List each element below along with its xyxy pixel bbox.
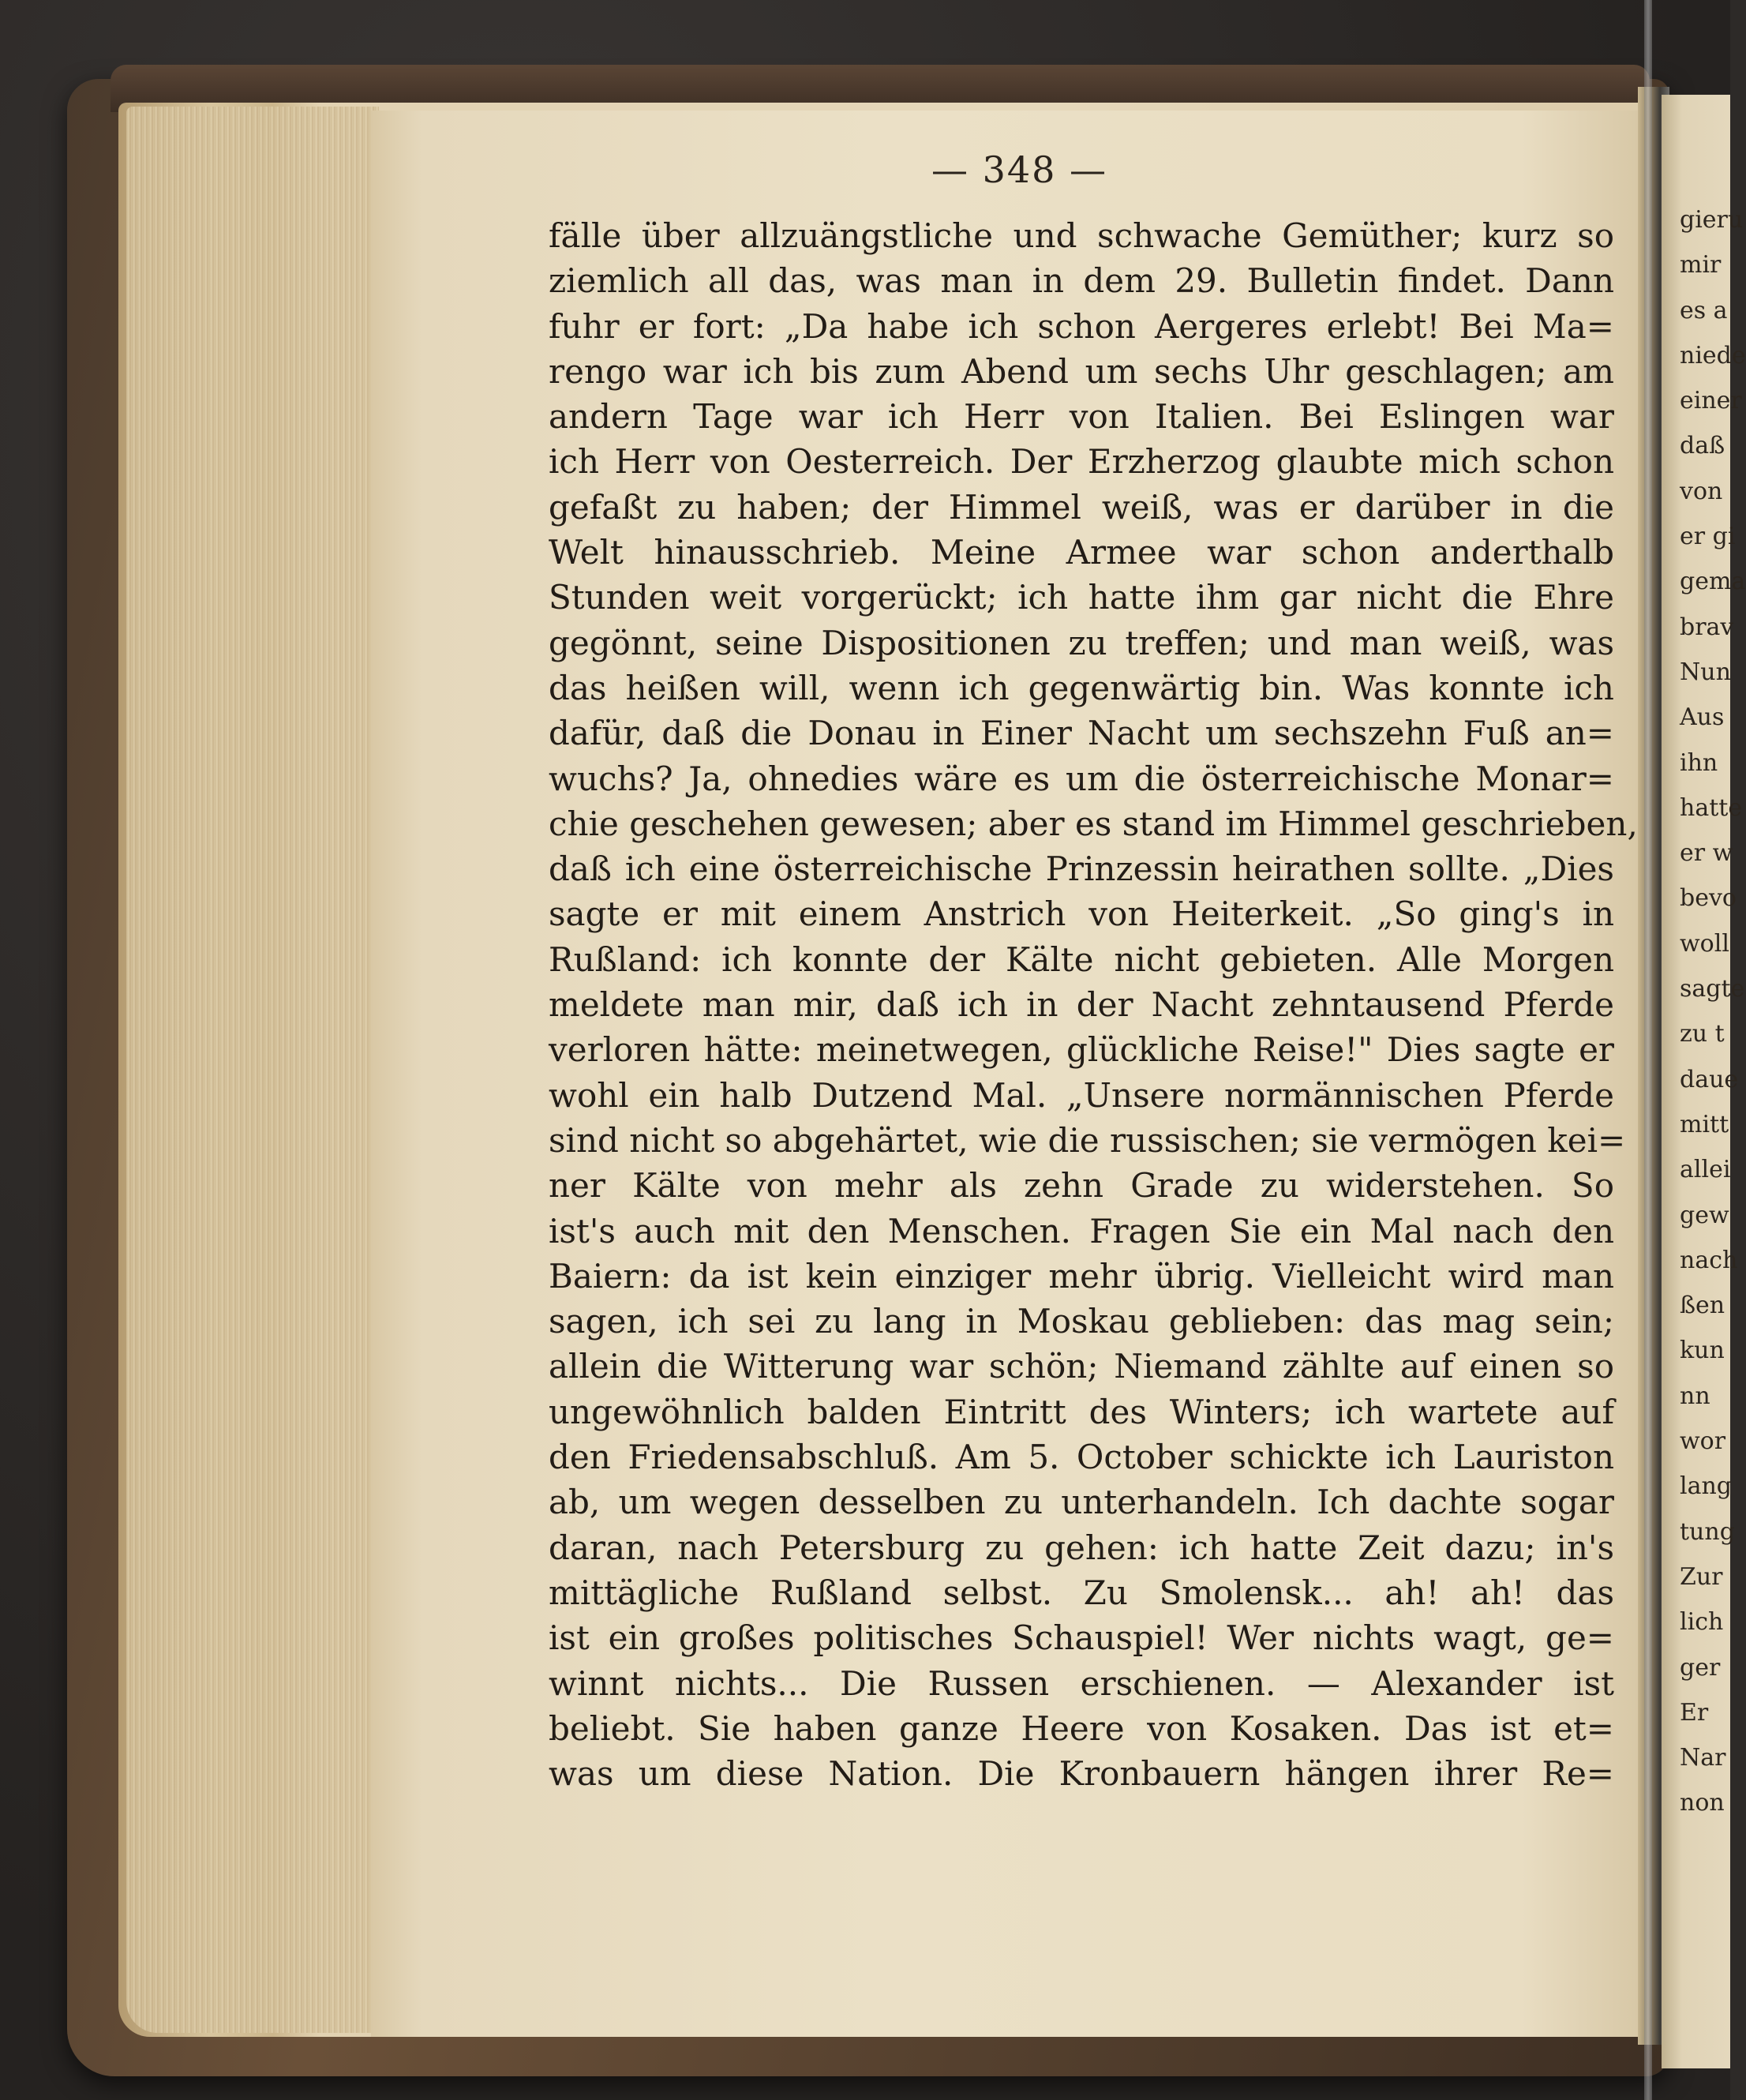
text-line: Baiern: da ist kein einziger mehr übrig. Vielleicht wird man xyxy=(549,1256,1614,1296)
text-line: ist ein großes politisches Schauspiel! Wer nichts wagt, ge= xyxy=(549,1618,1614,1658)
right-page-fragment: Nun xyxy=(1680,658,1731,686)
right-page-fragment: ßen xyxy=(1680,1292,1725,1320)
text-line: winnt nichts... Die Russen erschienen. — Alexander ist xyxy=(549,1663,1614,1703)
right-page-fragment: woll xyxy=(1680,929,1729,958)
right-page-fragment: Zur xyxy=(1680,1562,1723,1591)
text-line: den Friedensabschluß. Am 5. October schickte ich Lauriston xyxy=(549,1438,1614,1477)
text-line: Stunden weit vorgerückt; ich hatte ihm gar nicht die Ehre xyxy=(549,578,1614,617)
text-line: mittägliche Rußland selbst. Zu Smolensk... ah! ah! das xyxy=(549,1573,1614,1612)
text-line: ich Herr von Oesterreich. Der Erzherzog glaubte mich schon xyxy=(549,442,1614,482)
right-page-fragment: daue xyxy=(1680,1065,1739,1093)
right-page-fragment: es a xyxy=(1680,296,1728,324)
right-page-fragment: allei xyxy=(1680,1156,1731,1184)
text-line: ziemlich all das, was man in dem 29. Bulletin findet. Dann xyxy=(549,261,1614,301)
text-line: dafür, daß die Donau in Einer Nacht um sechszehn Fuß an= xyxy=(549,714,1614,753)
right-page-fragment: ger xyxy=(1680,1653,1721,1682)
right-page-fragment: brav xyxy=(1680,613,1734,641)
right-page-fragment: mitt xyxy=(1680,1110,1729,1138)
text-line: wuchs? Ja, ohnedies wäre es um die österreichische Monar= xyxy=(549,759,1614,798)
right-page-fragment: bevo xyxy=(1680,884,1737,913)
right-page-fragment: zu t xyxy=(1680,1020,1725,1048)
right-page-fragment: er gi xyxy=(1680,523,1736,551)
text-line: ner Kälte von mehr als zehn Grade zu widerstehen. So xyxy=(549,1166,1614,1206)
text-line: sind nicht so abgehärtet, wie die russischen; sie vermögen kei= xyxy=(549,1120,1626,1160)
right-page-fragment: lang xyxy=(1680,1472,1733,1501)
right-page-fragment: daß xyxy=(1680,432,1725,460)
scanner-clip xyxy=(1644,0,1652,2100)
text-line: fälle über allzuängstliche und schwache Gemüther; kurz so xyxy=(549,216,1614,255)
right-page-fragment: wor xyxy=(1680,1427,1726,1456)
right-page-fragment: nach xyxy=(1680,1246,1738,1274)
right-page-fragment: er w xyxy=(1680,839,1733,868)
right-page-fragment: kun xyxy=(1680,1337,1725,1365)
right-page-fragment: Nar xyxy=(1680,1744,1726,1772)
right-page-fragment: einer xyxy=(1680,387,1742,415)
right-page-fragment: niede xyxy=(1680,341,1746,369)
right-page-fragment: lich xyxy=(1680,1608,1724,1637)
text-line: ab, um wegen desselben zu unterhandeln. Ich dachte sogar xyxy=(549,1483,1614,1522)
right-page-fragment: tung xyxy=(1680,1517,1735,1546)
text-line: allein die Witterung war schön; Niemand zählte auf einen so xyxy=(549,1347,1614,1386)
right-page-text xyxy=(1680,197,1746,1826)
right-page-fragment: gew xyxy=(1680,1201,1729,1229)
text-line: Welt hinausschrieb. Meine Armee war schon anderthalb xyxy=(549,533,1614,572)
text-line: gefaßt zu haben; der Himmel weiß, was er darüber in die xyxy=(549,487,1614,527)
right-page-fragment: hatte xyxy=(1680,793,1743,822)
right-page-fragment: non xyxy=(1680,1789,1725,1817)
text-line: rengo war ich bis zum Abend um sechs Uhr geschlagen; am xyxy=(549,351,1614,391)
right-page-fragment: Er xyxy=(1680,1698,1709,1727)
text-line: gegönnt, seine Dispositionen zu treffen; und man weiß, was xyxy=(549,623,1614,662)
right-page-fragment: mir xyxy=(1680,251,1722,279)
text-line: verloren hätte: meinetwegen, glückliche Reise!" Dies sagte er xyxy=(549,1030,1614,1070)
right-page-fragment: sagte xyxy=(1680,975,1745,1003)
text-line: wohl ein halb Dutzend Mal. „Unsere normännischen Pferde xyxy=(549,1075,1614,1115)
right-page-fragment: von xyxy=(1680,477,1723,505)
text-line: Rußland: ich konnte der Kälte nicht gebieten. Alle Morgen xyxy=(549,939,1614,979)
text-line: was um diese Nation. Die Kronbauern hängen ihrer Re= xyxy=(549,1754,1614,1794)
text-line: daß ich eine österreichische Prinzessin heirathen sollte. „Dies xyxy=(549,849,1614,889)
page-number: — 348 — xyxy=(931,148,1108,191)
right-page-fragment: gema xyxy=(1680,568,1746,596)
text-line: sagen, ich sei zu lang in Moskau geblieben: das mag sein; xyxy=(549,1302,1614,1341)
text-line: fuhr er fort: „Da habe ich schon Aergeres erlebt! Bei Ma= xyxy=(549,306,1614,346)
text-line: andern Tage war ich Herr von Italien. Bei Eslingen war xyxy=(549,397,1614,437)
text-line: chie geschehen gewesen; aber es stand im Himmel geschrieben, xyxy=(549,804,1638,843)
right-page-fragment: ihn xyxy=(1680,748,1718,777)
right-page-fragment: gieru xyxy=(1680,206,1744,234)
text-line: meldete man mir, daß ich in der Nacht zehntausend Pferde xyxy=(549,985,1614,1025)
text-line: sagte er mit einem Anstrich von Heiterkeit. „So ging's in xyxy=(549,894,1614,934)
right-page-fragment: nn xyxy=(1680,1382,1710,1410)
text-line: das heißen will, wenn ich gegenwärtig bin. Was konnte ich xyxy=(549,668,1614,707)
text-line: beliebt. Sie haben ganze Heere von Kosaken. Das ist et= xyxy=(549,1708,1614,1748)
right-page-fragment: Aus xyxy=(1680,703,1725,732)
page-stack-edges xyxy=(126,107,379,2033)
text-line: daran, nach Petersburg zu gehen: ich hatte Zeit dazu; in's xyxy=(549,1528,1614,1567)
body-text xyxy=(549,213,1638,1796)
text-line: ungewöhnlich balden Eintritt des Winters; ich wartete auf xyxy=(549,1392,1614,1431)
text-line: ist's auch mit den Menschen. Fragen Sie ein Mal nach den xyxy=(549,1211,1614,1251)
